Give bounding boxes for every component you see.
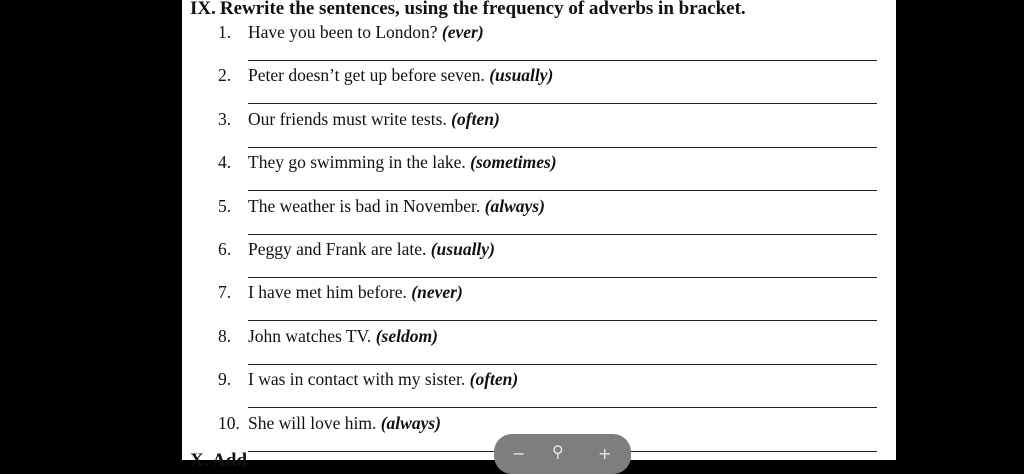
item-number: 5. [218, 195, 232, 216]
item-text [218, 282, 463, 303]
answer-line[interactable] [248, 60, 877, 61]
exercise-item [182, 239, 896, 282]
item-text [218, 196, 545, 217]
exercise-items [182, 22, 896, 456]
next-exercise-heading: X. Add [190, 450, 248, 471]
zoom-toolbar[interactable] [494, 434, 631, 474]
item-number: 2. [218, 65, 232, 86]
item-sentence: John watches TV. [248, 325, 372, 346]
item-hint: (never) [411, 282, 463, 303]
item-number: 3. [218, 108, 232, 129]
item-hint: (often) [451, 108, 500, 129]
item-number: 6. [218, 238, 232, 259]
item-number: 7. [218, 282, 232, 303]
item-sentence: They go swimming in the lake. [248, 152, 466, 173]
answer-line[interactable] [248, 320, 877, 321]
exercise-item [182, 65, 896, 108]
item-hint: (ever) [441, 22, 484, 42]
item-sentence: I have met him before. [248, 282, 407, 303]
item-text [218, 239, 495, 260]
item-hint: (sometimes) [470, 152, 557, 173]
minus-icon[interactable]: − [512, 444, 526, 463]
item-sentence: Peter doesn’t get up before seven. [248, 65, 485, 86]
item-number: 10. [218, 412, 240, 433]
item-sentence: The weather is bad in November. [248, 195, 481, 216]
item-text [218, 65, 553, 86]
answer-line[interactable] [248, 147, 877, 148]
exercise-item [182, 326, 896, 369]
exercise-item [182, 152, 896, 195]
item-hint: (seldom) [375, 325, 438, 346]
item-sentence: Have you been to London? [248, 22, 438, 42]
item-sentence: I was in contact with my sister. [248, 369, 466, 390]
exercise-item [182, 196, 896, 239]
item-sentence: Our friends must write tests. [248, 108, 447, 129]
item-hint: (often) [469, 369, 519, 390]
item-text [218, 152, 557, 173]
exercise-item [182, 282, 896, 325]
item-text [218, 413, 441, 434]
item-sentence: She will love him. [248, 412, 377, 433]
exercise-heading [190, 0, 746, 20]
item-text [218, 326, 438, 347]
answer-line[interactable] [248, 190, 877, 191]
item-text [218, 109, 500, 130]
plus-icon[interactable]: + [598, 444, 612, 463]
exercise-item [182, 109, 896, 152]
item-text [218, 22, 484, 43]
exercise-number: IX. [190, 0, 216, 19]
answer-line[interactable] [248, 277, 877, 278]
search-icon[interactable]: ⚲ [552, 442, 564, 461]
item-sentence: Peggy and Frank are late. [248, 238, 427, 259]
answer-line[interactable] [248, 234, 877, 235]
item-number: 4. [218, 152, 232, 173]
exercise-item [182, 369, 896, 412]
item-number: 1. [218, 22, 232, 42]
answer-line[interactable] [248, 407, 877, 408]
item-hint: (usually) [489, 65, 554, 86]
answer-line[interactable] [248, 103, 877, 104]
exercise-item [182, 22, 896, 65]
item-number: 9. [218, 369, 232, 390]
exercise-title: Rewrite the sentences, using the frequency of adverbs in bracket. [219, 0, 746, 19]
answer-line[interactable] [248, 364, 877, 365]
item-hint: (usually) [430, 238, 495, 259]
worksheet-page [182, 0, 896, 471]
item-hint: (always) [380, 412, 441, 433]
item-text [218, 369, 518, 390]
item-number: 8. [218, 325, 232, 346]
item-hint: (always) [484, 195, 545, 216]
